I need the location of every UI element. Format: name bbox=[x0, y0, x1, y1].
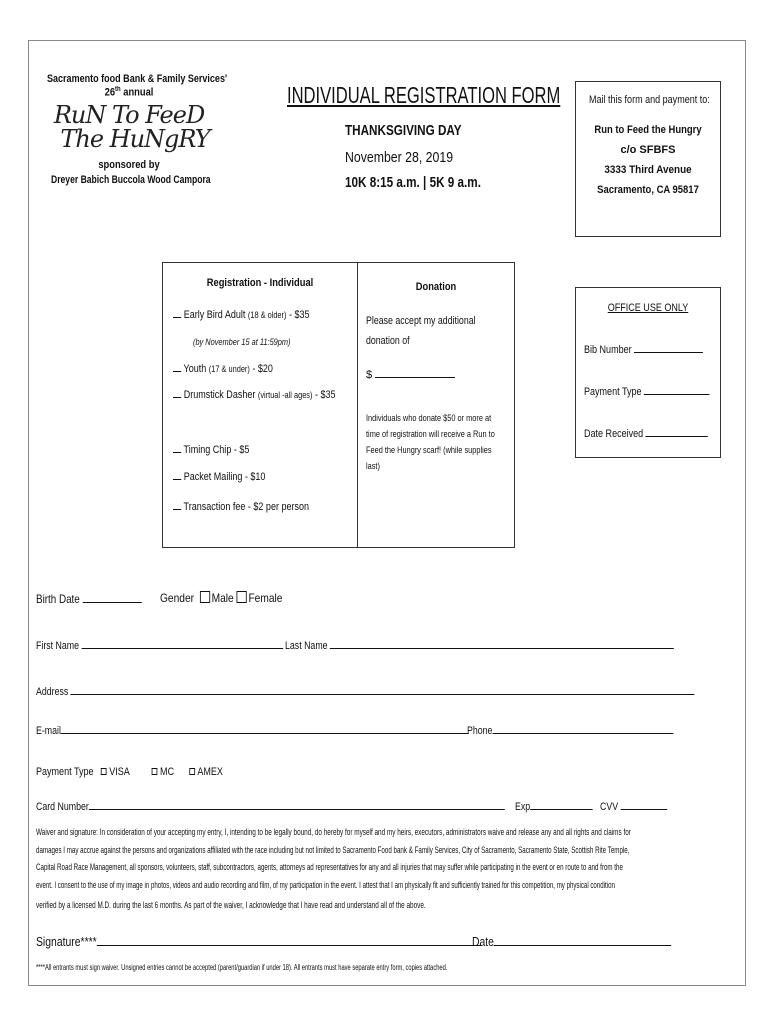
transaction-fee-option[interactable]: Transaction fee - $2 per person bbox=[173, 501, 309, 513]
mc-checkbox[interactable] bbox=[152, 768, 158, 775]
sponsored-by: sponsored by bbox=[98, 158, 160, 171]
early-bird-deadline: (by November 15 at 11:59pm) bbox=[193, 337, 291, 347]
office-payment-type-line[interactable] bbox=[644, 394, 710, 395]
address-field[interactable]: Address bbox=[36, 686, 695, 698]
logo-line-1: RuN To FeeD bbox=[53, 100, 205, 129]
registration-heading: Registration - Individual bbox=[206, 277, 314, 289]
signature-field[interactable]: Signature**** bbox=[36, 934, 481, 949]
sponsors: Dreyer Babich Buccola Wood Campora bbox=[51, 173, 211, 186]
registration-box bbox=[162, 262, 358, 548]
youth-option[interactable]: Youth (17 & under) - $20 bbox=[173, 363, 273, 375]
first-name-line[interactable] bbox=[81, 648, 283, 649]
waiver-text bbox=[36, 824, 770, 915]
transaction-fee-blank[interactable] bbox=[173, 509, 181, 510]
header-center bbox=[287, 82, 561, 191]
date-received-line[interactable] bbox=[646, 436, 708, 437]
signature-date-line[interactable] bbox=[494, 945, 672, 946]
scarf-note-4: last) bbox=[366, 461, 380, 471]
mail-intro: Mail this form and payment to: bbox=[588, 94, 710, 106]
donation-amount-field[interactable]: $ bbox=[366, 369, 455, 381]
last-name-field[interactable]: Last Name bbox=[285, 640, 674, 652]
visa-checkbox[interactable] bbox=[101, 768, 107, 775]
birth-date-line[interactable] bbox=[82, 602, 141, 603]
run-to-feed-logo bbox=[29, 100, 229, 153]
last-name-line[interactable] bbox=[330, 648, 674, 649]
registration-form-page bbox=[28, 40, 746, 986]
mail-line-1: Run to Feed the Hungry bbox=[594, 124, 702, 136]
scarf-note-3: Feed the Hungry scarf! (while supplies bbox=[366, 445, 492, 455]
first-name-field[interactable]: First Name bbox=[36, 640, 283, 652]
card-number-line[interactable] bbox=[89, 809, 505, 810]
donation-amount-line[interactable] bbox=[375, 377, 455, 378]
waiver-line-1: Waiver and signature: In consideration of your accepting my entry, I, intending to be legally bound, do hereby for myself and my heirs, executors, administrators waive and release any and all rights and claims for bbox=[36, 827, 631, 837]
mail-to-box bbox=[575, 81, 721, 237]
donation-prompt-2: donation of bbox=[366, 335, 410, 347]
event-times: 10K 8:15 a.m. | 5K 9 a.m. bbox=[345, 174, 481, 191]
address-line[interactable] bbox=[71, 694, 695, 695]
cvv-field[interactable]: CVV bbox=[600, 801, 667, 813]
waiver-line-4: event. I consent to the use of my image in photos, videos and audio recording and film, of my participation in the event. I attest that I am physically fit and sufficiently trained for this competition, my physical condition bbox=[36, 879, 615, 890]
office-heading: OFFICE USE ONLY bbox=[607, 302, 689, 314]
mail-line-3: 3333 Third Avenue bbox=[604, 164, 692, 176]
exp-field[interactable]: Exp bbox=[515, 801, 593, 813]
logo-line-2: The HuNgRY bbox=[60, 124, 210, 153]
amex-checkbox[interactable] bbox=[189, 768, 195, 775]
event-date: November 28, 2019 bbox=[345, 149, 454, 166]
donation-heading: Donation bbox=[415, 281, 457, 293]
office-payment-type-field[interactable]: Payment Type bbox=[584, 386, 710, 398]
mail-line-2: c/o SFBFS bbox=[620, 144, 676, 156]
annual-label: 26th annual bbox=[104, 86, 154, 99]
org-name: Sacramento food Bank & Family Services' bbox=[47, 73, 228, 85]
form-title: INDIVIDUAL REGISTRATION FORM bbox=[287, 82, 561, 108]
exp-line[interactable] bbox=[530, 809, 592, 810]
date-received-field[interactable]: Date Received bbox=[584, 428, 708, 440]
email-line[interactable] bbox=[61, 733, 469, 734]
signature-date-field[interactable]: Date bbox=[472, 934, 672, 949]
signature-line[interactable] bbox=[97, 945, 481, 946]
scarf-note-1: Individuals who donate $50 or more at bbox=[366, 413, 492, 423]
header-left bbox=[29, 73, 229, 186]
bib-number-line[interactable] bbox=[634, 352, 703, 353]
timing-chip-option[interactable]: Timing Chip - $5 bbox=[173, 444, 249, 456]
early-bird-blank[interactable] bbox=[173, 317, 181, 318]
packet-mailing-option[interactable]: Packet Mailing - $10 bbox=[173, 471, 265, 483]
waiver-line-3: Capital Road Race Management, all sponsors, volunteers, staff, subcontractors, agents, attorneys ad representatives for any and all injuries that may suffer while participating in the event or en route to and from the bbox=[36, 862, 623, 872]
scarf-note-2: time of registration will receive a Run to bbox=[366, 429, 495, 439]
cvv-line[interactable] bbox=[621, 809, 667, 810]
phone-line[interactable] bbox=[492, 733, 673, 734]
packet-mailing-blank[interactable] bbox=[173, 479, 181, 480]
bib-number-field[interactable]: Bib Number bbox=[584, 344, 703, 356]
waiver-line-2: damages I may accrue against the persons and organizations affiliated with the race including but not limited to Sacramento Food bank & Family Services, City of Sacramento, Sacramento State, Scottish Rite Temple, bbox=[36, 844, 630, 855]
waiver-line-5: verified by a licensed M.D. during the last 6 months. As part of the waiver, I acknowledge that I have read and understand all of the above. bbox=[36, 900, 426, 910]
drumstick-blank[interactable] bbox=[173, 397, 181, 398]
phone-field[interactable]: Phone bbox=[467, 725, 673, 737]
email-field[interactable]: E-mail bbox=[36, 725, 469, 737]
birth-date-field[interactable]: Birth Date bbox=[36, 592, 142, 606]
timing-chip-blank[interactable] bbox=[173, 452, 181, 453]
office-use-box bbox=[575, 287, 721, 458]
youth-blank[interactable] bbox=[173, 371, 181, 372]
drumstick-option[interactable]: Drumstick Dasher (virtual -all ages) - $35 bbox=[173, 389, 336, 401]
signature-footnote: ****All entrants must sign waiver. Unsigned entries cannot be accepted (parent/guardian if under 18). All entrants must have separate entry form, copies attached. bbox=[36, 963, 448, 972]
event-name: THANKSGIVING DAY bbox=[345, 122, 462, 139]
gender-field: Gender Male Female bbox=[160, 591, 283, 605]
donation-box bbox=[357, 262, 515, 548]
payment-type-field: Payment Type VISA MC AMEX bbox=[36, 766, 223, 778]
donation-prompt-1: Please accept my additional bbox=[366, 315, 476, 327]
mail-line-4: Sacramento, CA 95817 bbox=[597, 184, 699, 196]
early-bird-option[interactable]: Early Bird Adult (18 & older) - $35 bbox=[173, 309, 310, 321]
female-checkbox[interactable] bbox=[237, 591, 247, 603]
male-checkbox[interactable] bbox=[200, 591, 210, 603]
card-number-field[interactable]: Card Number bbox=[36, 801, 505, 813]
